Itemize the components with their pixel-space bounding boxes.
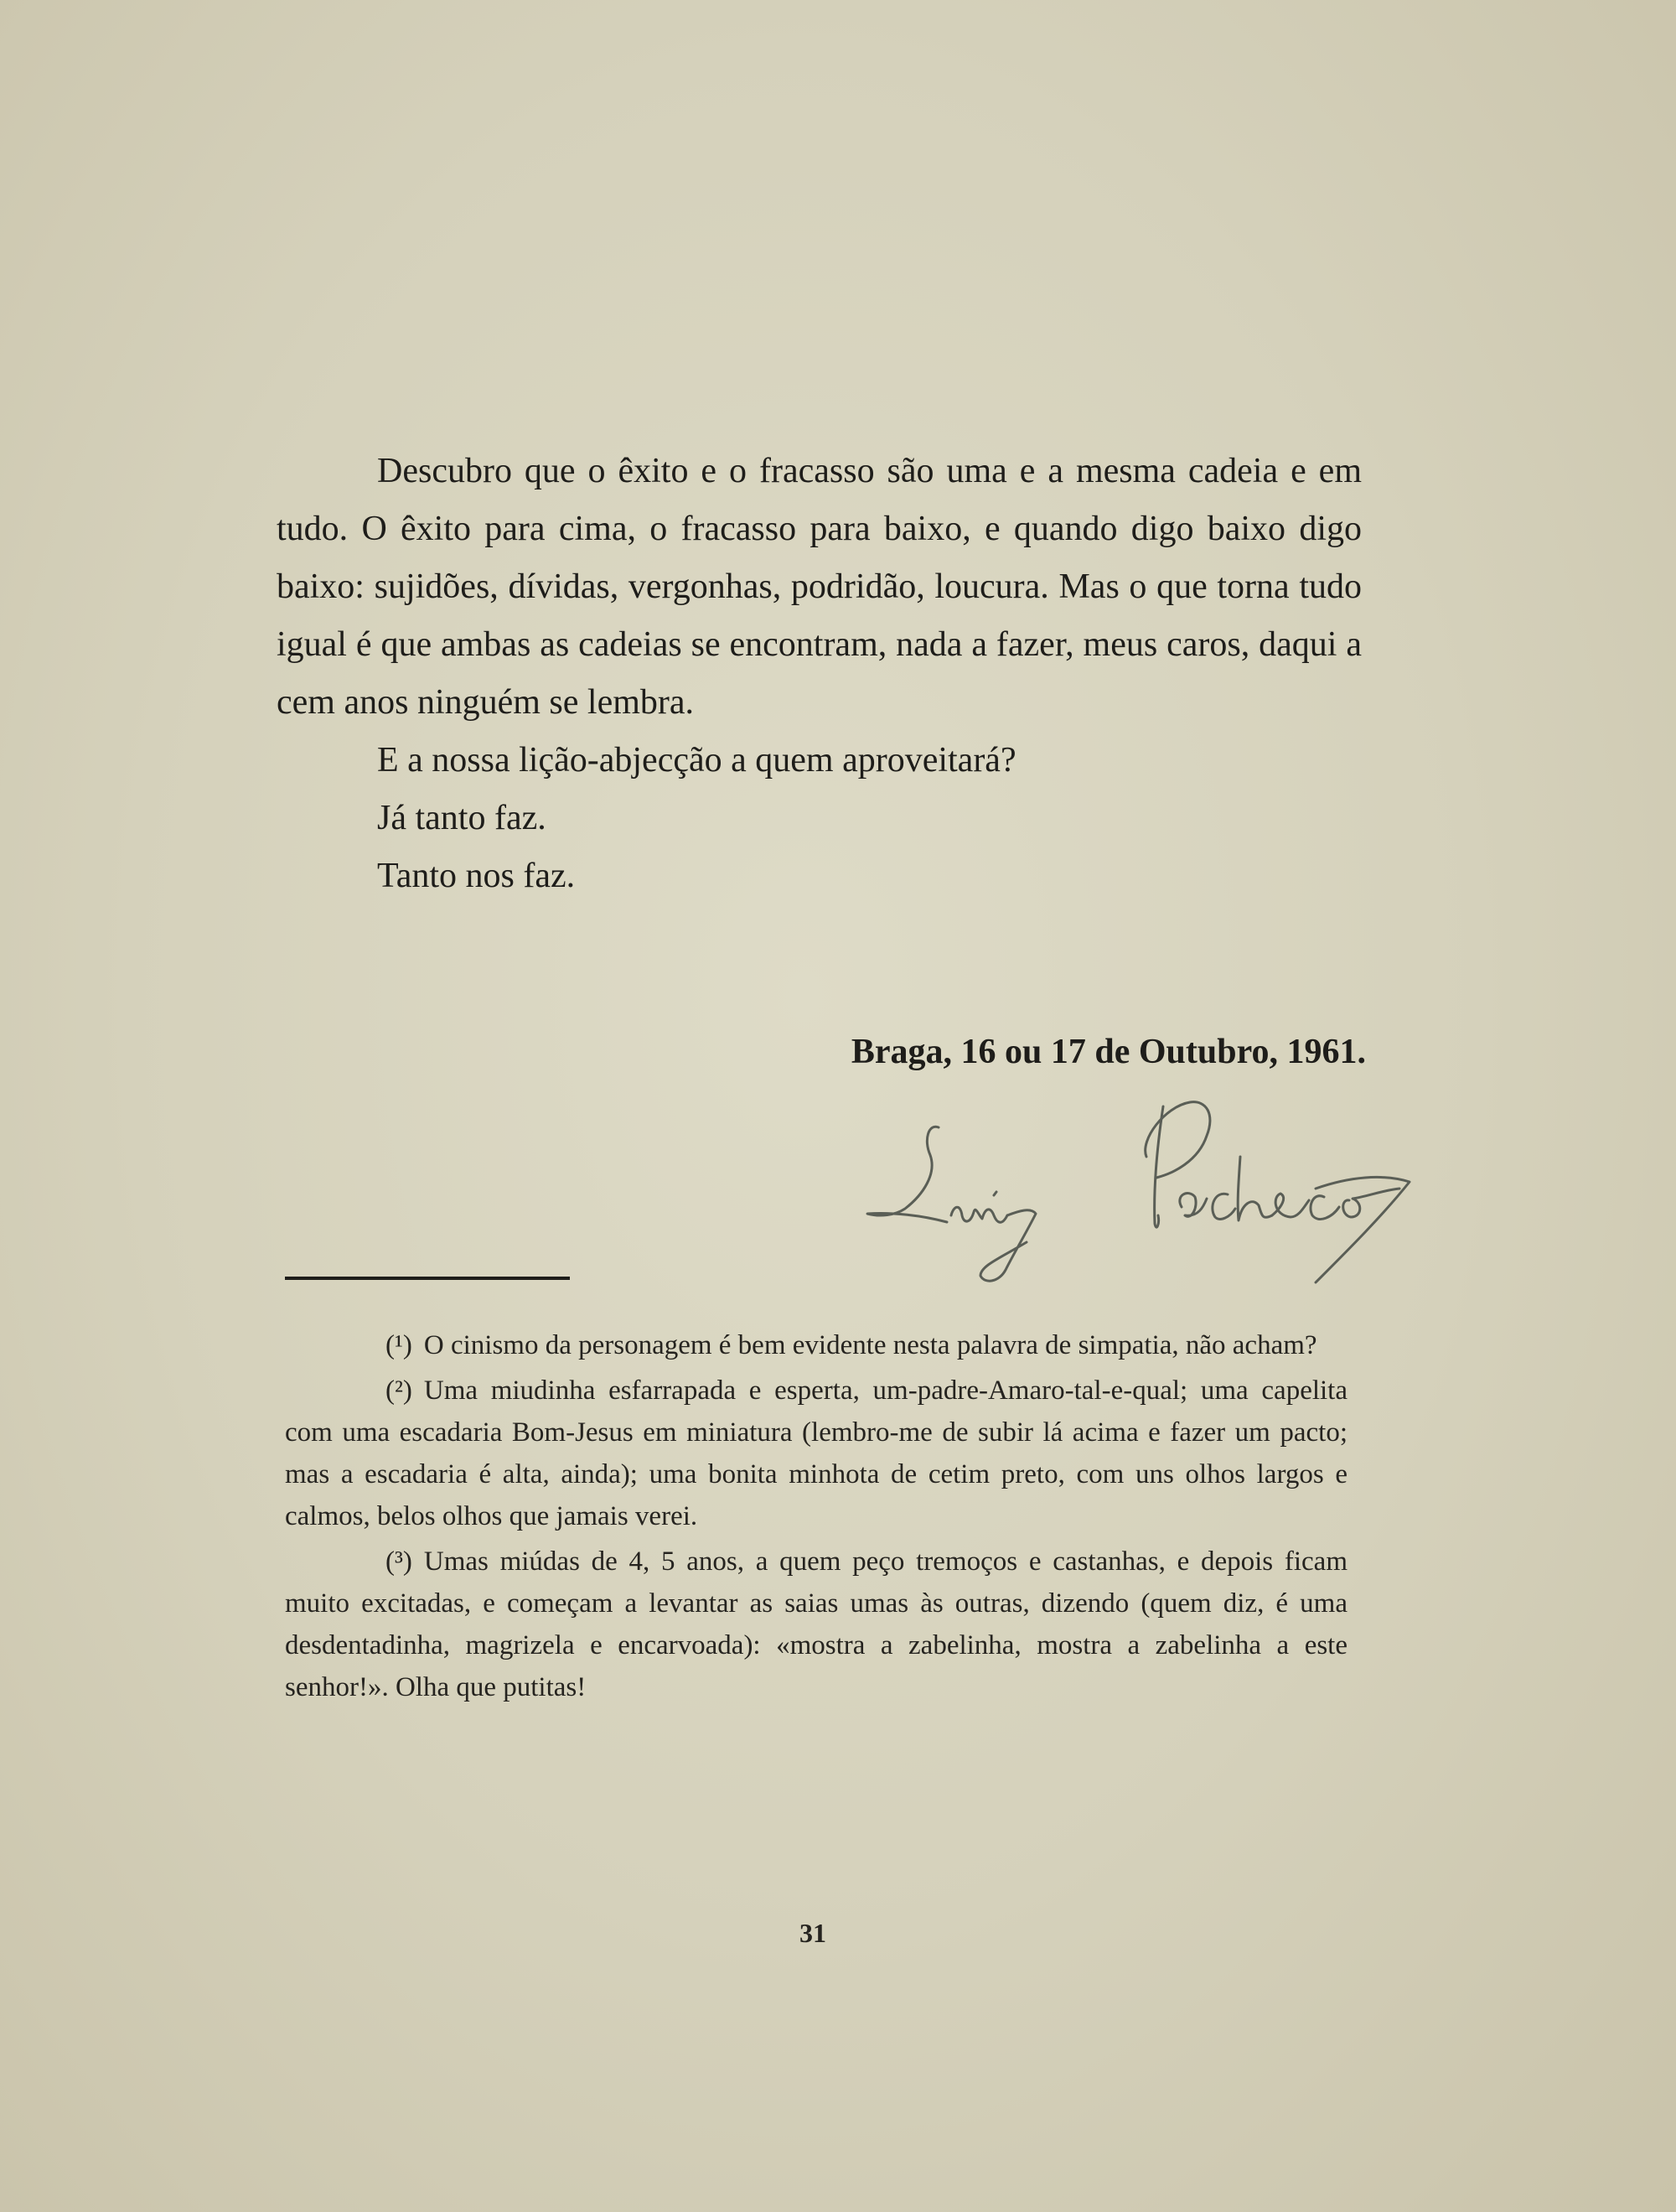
footnote-text: Umas miúdas de 4, 5 anos, a quem peço tremoços e castanhas, e depois ficam muito excitadas, e começam a levantar as saias umas às outras, dizendo (quem diz, é uma desdentadinha, magrizela e encarvoada): «mostra a zabelinha, mostra a zabelinha a este senhor!». Olha que putitas! bbox=[285, 1546, 1348, 1702]
dateline: Braga, 16 ou 17 de Outubro, 1961. bbox=[851, 1033, 1366, 1071]
footnote-text: Uma miudinha esfarrapada e esperta, um-padre-Amaro-tal-e-qual; uma capelita com uma escadaria Bom-Jesus em miniatura (lembro-me de subir lá acima e fazer um pacto; mas a escadaria é alta, ainda); uma bonita minhota de cetim preto, com uns olhos largos e calmos, belos olhos que jamais verei. bbox=[285, 1375, 1348, 1531]
footnote-marker: (²) bbox=[385, 1375, 412, 1406]
footnote-3 bbox=[285, 1541, 1348, 1708]
footnote-marker: (¹) bbox=[385, 1330, 412, 1360]
footnote-1 bbox=[285, 1324, 1348, 1366]
body-line-1: E a nossa lição-abjecção a quem aproveitará? bbox=[377, 741, 1016, 780]
footnote-2 bbox=[285, 1370, 1348, 1537]
footnote-marker: (³) bbox=[385, 1546, 412, 1577]
main-text bbox=[277, 443, 1362, 905]
footnote-separator bbox=[285, 1277, 570, 1280]
body-line-2: Já tanto faz. bbox=[377, 799, 546, 837]
body-line-3: Tanto nos faz. bbox=[377, 857, 576, 895]
footnote-text: O cinismo da personagem é bem evidente nesta palavra de simpatia, não acham? bbox=[423, 1330, 1317, 1360]
page-number: 31 bbox=[799, 1918, 826, 1948]
handwritten-signature bbox=[846, 1090, 1500, 1324]
body-paragraph: Descubro que o êxito e o fracasso são uma e a mesma cadeia e em tudo. O êxito para cima, o fracasso para baixo, e quando digo baixo digo baixo: sujidões, dívidas, vergonhas, podridão, loucura. Mas o que torna tudo igual é que ambas as cadeias se encontram, nada a fazer, meus caros, daqui a cem anos ninguém se lembra. bbox=[277, 452, 1362, 722]
footnotes bbox=[285, 1324, 1348, 1712]
